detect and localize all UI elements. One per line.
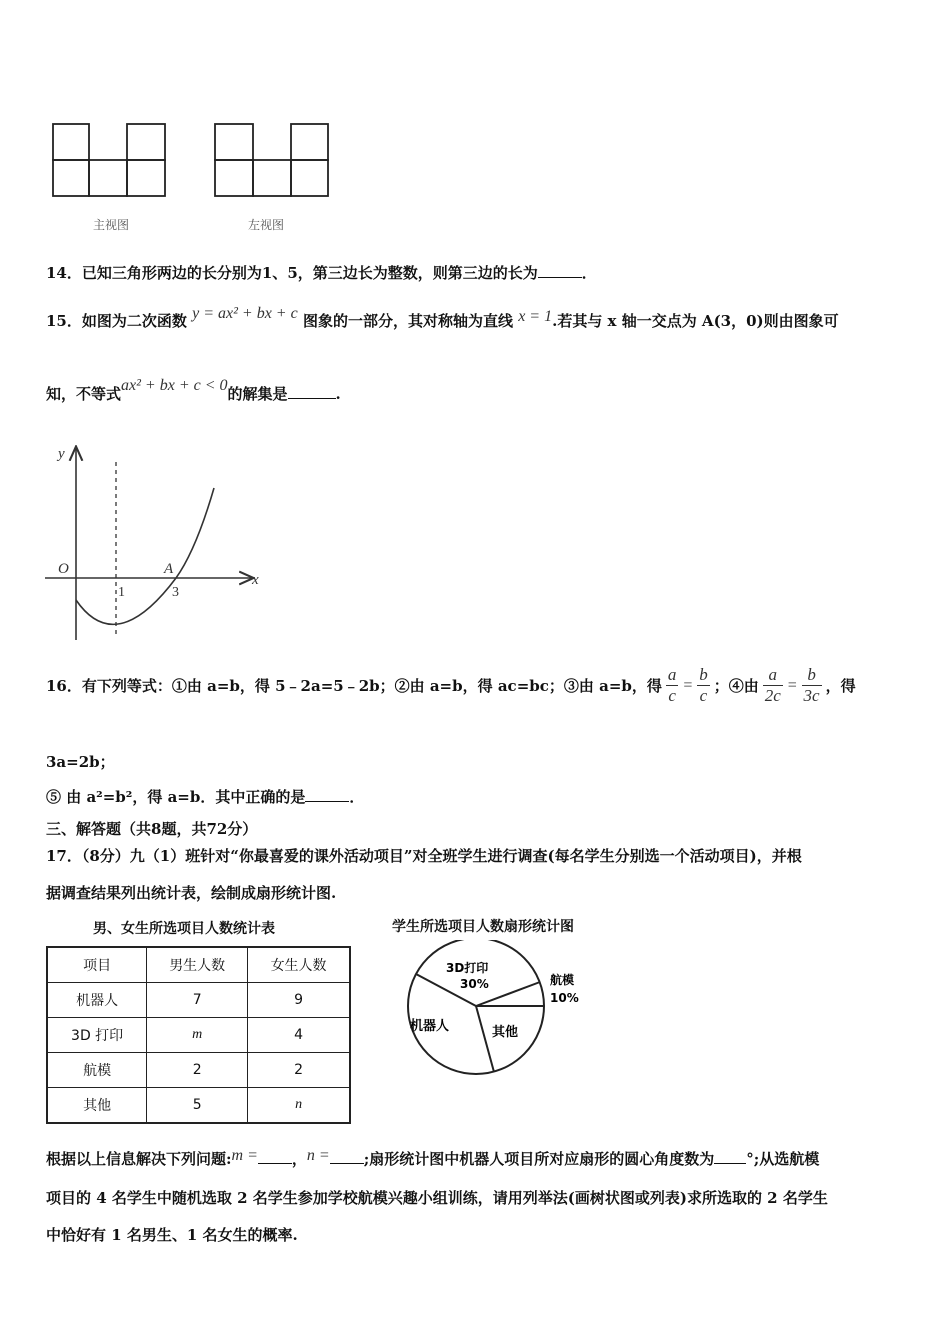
q15-axis: x = 1 <box>518 308 553 325</box>
question-17-line1: 17．（8分）九（1）班针对“你最喜爱的课外活动项目”对全班学生进行调查(每名学生分别选一个活动项目)，并根 <box>46 847 802 865</box>
question-16-line2: 3a=2b； <box>46 753 115 771</box>
n-blank <box>330 1149 364 1164</box>
header-item: 项目 <box>47 947 147 983</box>
table-row <box>47 1088 350 1124</box>
table-cell: 2 <box>248 1053 350 1088</box>
question-17-line4: 项目的 4 名学生中随机选取 2 名学生参加学校航模兴趣小组训练，请用列举法(画树状图或列表)求所选取的 2 名学生 <box>46 1189 828 1207</box>
question-15-line2 <box>46 377 341 404</box>
left-view-figure <box>215 124 328 196</box>
q16-part2: ，得 <box>825 677 856 695</box>
q16-mid: ；④由 <box>713 677 759 695</box>
table-cell: 航模 <box>47 1053 147 1088</box>
n-variable: n = <box>306 1147 330 1164</box>
table-cell: 其他 <box>47 1088 147 1124</box>
q15-inequality: ax² + bx + c < 0 <box>121 377 228 394</box>
q17b-sep: ， <box>291 1150 307 1168</box>
parabola-graph <box>40 440 270 650</box>
m-blank <box>258 1149 292 1164</box>
pie-chart <box>400 940 600 1090</box>
origin-label: O <box>58 561 69 577</box>
table-cell: 5 <box>147 1088 248 1124</box>
q17b-c: °;从选航模 <box>746 1150 820 1168</box>
table-header-row <box>47 947 350 983</box>
table-cell: 机器人 <box>47 983 147 1018</box>
q14-text: 14．已知三角形两边的长分别为1、5，第三边长为整数，则第三边的长为 <box>46 264 538 282</box>
front-view-figure <box>53 124 165 196</box>
table-cell: 9 <box>248 983 350 1018</box>
table-title: 男、女生所选项目人数统计表 <box>93 921 275 937</box>
table-cell: 3D 打印 <box>47 1018 147 1053</box>
fraction-b-over-c: $\frac{b}{c}$ <box>699 665 708 705</box>
q16-line3-a: ⑤ 由 a²=b²，得 a=b．其中正确的是 <box>46 788 306 806</box>
x-axis-label: x <box>252 572 259 588</box>
front-view-caption: 主视图 <box>93 218 130 232</box>
q15-line2-a: 知，不等式 <box>46 385 122 403</box>
equals-sign-2: = <box>786 676 798 694</box>
slice-value-3d: 30% <box>460 977 489 991</box>
q17b-b: ;扇形统计图中机器人项目所对应扇形的圆心角度数为 <box>363 1150 715 1168</box>
table-cell: n <box>248 1088 350 1124</box>
q15-part1: 15．如图为二次函数 <box>46 312 187 330</box>
m-variable: m = <box>231 1147 258 1164</box>
table-cell: 4 <box>248 1018 350 1053</box>
q14-blank <box>538 263 582 278</box>
q15-line2-b: 的解集是 <box>227 385 288 403</box>
pie-chart-title: 学生所选项目人数扇形统计图 <box>392 919 574 935</box>
q15-blank <box>288 384 336 399</box>
q16-blank <box>305 787 349 802</box>
header-boys: 男生人数 <box>147 947 248 983</box>
question-17-line5: 中恰好有 1 名男生、1 名女生的概率. <box>46 1226 298 1244</box>
question-15-line1 <box>46 305 839 331</box>
q14-end: ． <box>581 264 597 282</box>
angle-blank <box>714 1149 746 1164</box>
fraction-a-over-2c: $\frac{a}{2c}$ <box>764 665 781 705</box>
question-16-line3 <box>46 786 364 807</box>
q15-function: y = ax² + bx + c <box>192 305 298 322</box>
statistics-table <box>46 946 351 1124</box>
q15-part2: 图象的一部分，其对称轴为直线 <box>302 312 513 330</box>
table-row <box>47 1018 350 1053</box>
parabola-curve <box>76 488 214 624</box>
point-a-label: A <box>164 561 174 577</box>
question-17-line3 <box>46 1148 819 1169</box>
question-16-line1 <box>46 665 856 706</box>
left-view-caption: 左视图 <box>248 218 285 232</box>
fraction-a-over-c: $\frac{a}{c}$ <box>667 665 677 705</box>
table-cell: m <box>147 1018 248 1053</box>
q16-part1: 16．有下列等式：①由 a=b，得 5﹣2a=5﹣2b；②由 a=b，得 ac=bc；③由 a=b，得 <box>46 677 662 695</box>
q16-end: ． <box>349 788 365 806</box>
slice-value-aero: 10% <box>550 991 579 1005</box>
section-3-heading: 三、解答题（共8题，共72分） <box>46 820 258 838</box>
question-14 <box>46 262 597 283</box>
table-row <box>47 983 350 1018</box>
y-axis-label: y <box>58 446 65 462</box>
tick-3-label: 3 <box>172 585 179 600</box>
question-17-line2: 据调查结果列出统计表，绘制成扇形统计图. <box>46 884 337 902</box>
fraction-b-over-3c: $\frac{b}{3c}$ <box>803 665 820 705</box>
slice-label-aero: 航模 <box>550 973 575 987</box>
slice-label-other: 其他 <box>492 1025 519 1040</box>
q15-end: . <box>335 385 341 403</box>
tick-1-label: 1 <box>118 585 125 600</box>
slice-label-3d: 3D打印 <box>446 961 489 975</box>
q15-part3: .若其与 x 轴一交点为 A(3，0)则由图象可 <box>552 312 839 330</box>
slice-label-robot: 机器人 <box>410 1019 450 1034</box>
table-cell: 7 <box>147 983 248 1018</box>
table-row <box>47 1053 350 1088</box>
equals-sign-1: = <box>682 676 694 694</box>
header-girls: 女生人数 <box>248 947 350 983</box>
table-cell: 2 <box>147 1053 248 1088</box>
q17b-a: 根据以上信息解决下列问题: <box>46 1150 232 1168</box>
